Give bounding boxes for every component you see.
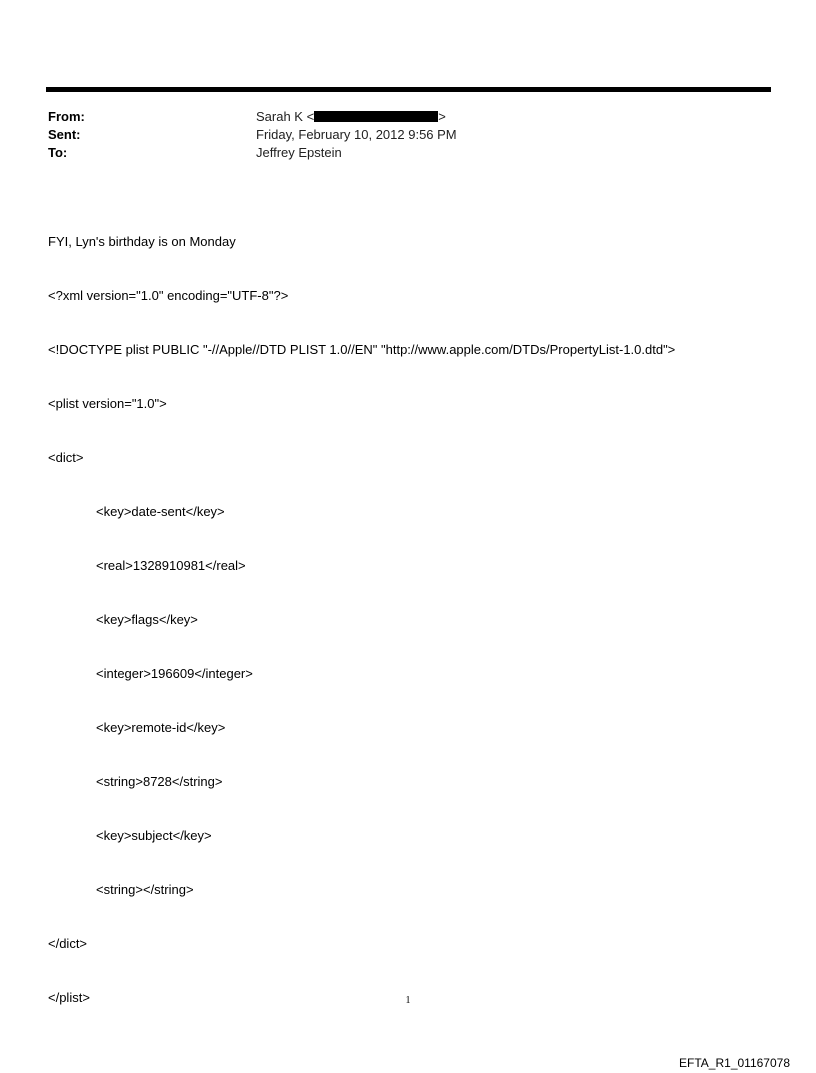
sent-label: Sent: (48, 127, 81, 142)
document-id: EFTA_R1_01167078 (679, 1056, 790, 1070)
body-line: <key>flags</key> (96, 612, 198, 627)
body-line: <integer>196609</integer> (96, 666, 253, 681)
from-value (256, 108, 446, 126)
body-line: <dict> (48, 450, 84, 465)
body-line: </dict> (48, 936, 88, 951)
redaction-block (314, 111, 438, 122)
body-line: <key>date-sent</key> (96, 504, 225, 519)
to-label: To: (48, 145, 68, 160)
header-divider (46, 87, 771, 92)
from-label: From: (48, 109, 85, 124)
from-suffix: > (438, 109, 446, 124)
to-value: Jeffrey Epstein (256, 145, 342, 160)
body-line: FYI, Lyn's birthday is on Monday (48, 234, 236, 249)
body-line: <plist version="1.0"> (48, 396, 167, 411)
body-line: <string></string> (96, 882, 194, 897)
body-line: <real>1328910981</real> (96, 558, 246, 573)
body-line: <string>8728</string> (96, 774, 223, 789)
body-line: <key>remote-id</key> (96, 720, 226, 735)
body-line: <!DOCTYPE plist PUBLIC "-//Apple//DTD PLIST 1.0//EN" "http://www.apple.com/DTDs/PropertyList-1.0.dtd"> (48, 342, 676, 357)
body-line: </plist> (48, 990, 90, 1005)
from-name: Sarah K < (256, 109, 315, 124)
sent-value: Friday, February 10, 2012 9:56 PM (256, 127, 457, 142)
body-line: <?xml version="1.0" encoding="UTF-8"?> (48, 288, 289, 303)
email-body (48, 197, 675, 1025)
page-number: 1 (405, 995, 411, 1006)
body-line: <key>subject</key> (96, 828, 212, 843)
